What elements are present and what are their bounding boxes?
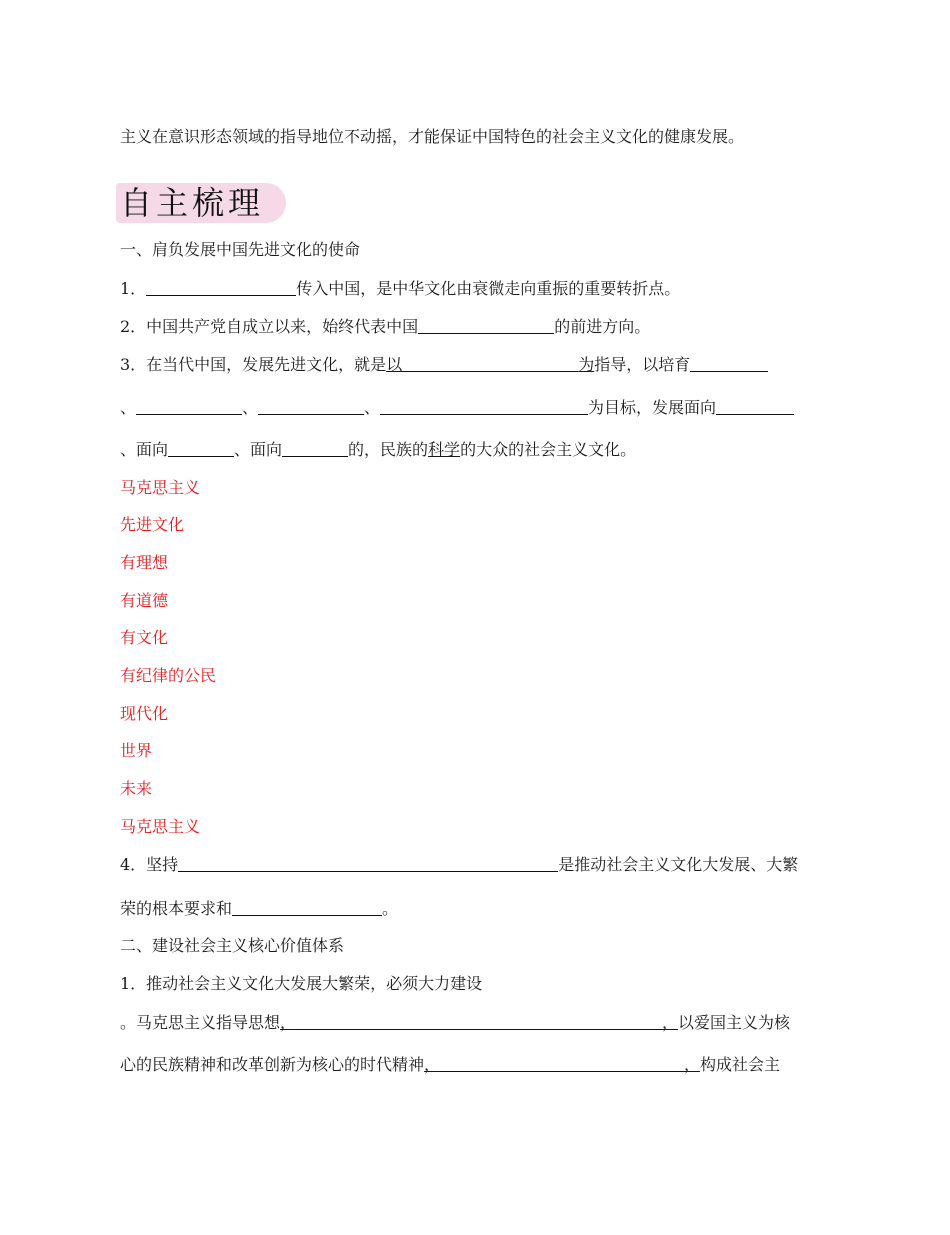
underlined-comma: ， [424,1055,441,1074]
fill-blank[interactable] [716,398,794,415]
fill-blank[interactable] [232,899,382,916]
section-badge [116,183,286,223]
underlined-comma: ， [662,1013,679,1032]
fill-blank[interactable] [440,1055,684,1072]
answer-4: 有道德 [120,591,169,610]
question-text: 2．中国共产党自成立以来，始终代表中国 [120,317,419,336]
separator: 、 [364,398,381,417]
question-number: 1． [120,279,147,298]
underlined-comma: ， [280,1013,297,1032]
answer-2: 先进文化 [120,515,185,534]
question-text: 以爱国主义为核 [678,1013,791,1032]
question-text: 、面向 [120,440,169,459]
answer-3: 有理想 [120,553,169,572]
fill-blank[interactable] [402,355,578,372]
question-text: 心的民族精神和改革创新为核心的时代精神 [120,1055,425,1074]
question-text: 。马克思主义指导思想 [120,1013,281,1032]
separator: 、 [120,398,137,417]
question-1-3-line3 [120,439,636,461]
question-text: 的，民族的 [348,440,429,459]
question-1-3-line1 [120,354,768,376]
part1-heading: 一、肩负发展中国先进文化的使命 [120,240,361,259]
question-2-1-line1: 1．推动社会主义文化大发展大繁荣，必须大力建设 [120,974,483,993]
fill-blank[interactable] [258,398,364,415]
fill-blank[interactable] [380,398,588,415]
question-1-1 [120,278,680,300]
question-text: 4．坚持 [120,855,179,874]
underlined-comma: ， [684,1055,701,1074]
question-text: 构成社会主 [700,1055,781,1074]
answer-8: 世界 [120,741,153,760]
answer-6: 有纪律的公民 [120,666,217,685]
question-2-1-line3 [120,1054,780,1076]
underlined-char: 以 [386,355,403,374]
answer-5: 有文化 [120,628,169,647]
part2-heading: 二、建设社会主义核心价值体系 [120,936,345,955]
question-1-4-line1 [120,854,798,876]
fill-blank[interactable] [136,398,242,415]
question-text: 的大众的社会主义文化。 [460,440,637,459]
question-text: 。 [382,899,399,918]
question-text: 传入中国，是中华文化由衰微走向重振的重要转折点。 [296,279,681,298]
question-text: 的前进方向。 [554,317,651,336]
fill-blank[interactable] [296,1013,662,1030]
fill-blank[interactable] [418,317,554,334]
underlined-char: 为 [578,355,595,374]
fill-blank[interactable] [282,440,348,457]
fill-blank[interactable] [690,355,768,372]
underlined-word: 科学 [428,440,461,459]
question-text: 3．在当代中国，发展先进文化，就是 [120,355,387,374]
fill-blank[interactable] [168,440,234,457]
question-text: 荣的根本要求和 [120,899,233,918]
question-text: 为目标，发展面向 [588,398,717,417]
answer-7: 现代化 [120,704,169,723]
fill-blank[interactable] [146,279,296,296]
question-1-4-line2 [120,898,398,920]
question-2-1-line2 [120,1012,790,1034]
question-1-2 [120,316,650,338]
fill-blank[interactable] [178,855,558,872]
section-badge-title: 自主梳理 [120,184,265,222]
question-text: 指导，以培育 [594,355,691,374]
question-1-3-line2 [120,397,794,419]
answer-10: 马克思主义 [120,817,201,836]
question-text: 、面向 [234,440,283,459]
separator: 、 [242,398,259,417]
answer-9: 未来 [120,779,153,798]
top-paragraph-line: 主义在意识形态领域的指导地位不动摇，才能保证中国特色的社会主义文化的健康发展。 [120,127,745,146]
answer-1: 马克思主义 [120,478,201,497]
question-text: 是推动社会主义文化大发展、大繁 [558,855,799,874]
